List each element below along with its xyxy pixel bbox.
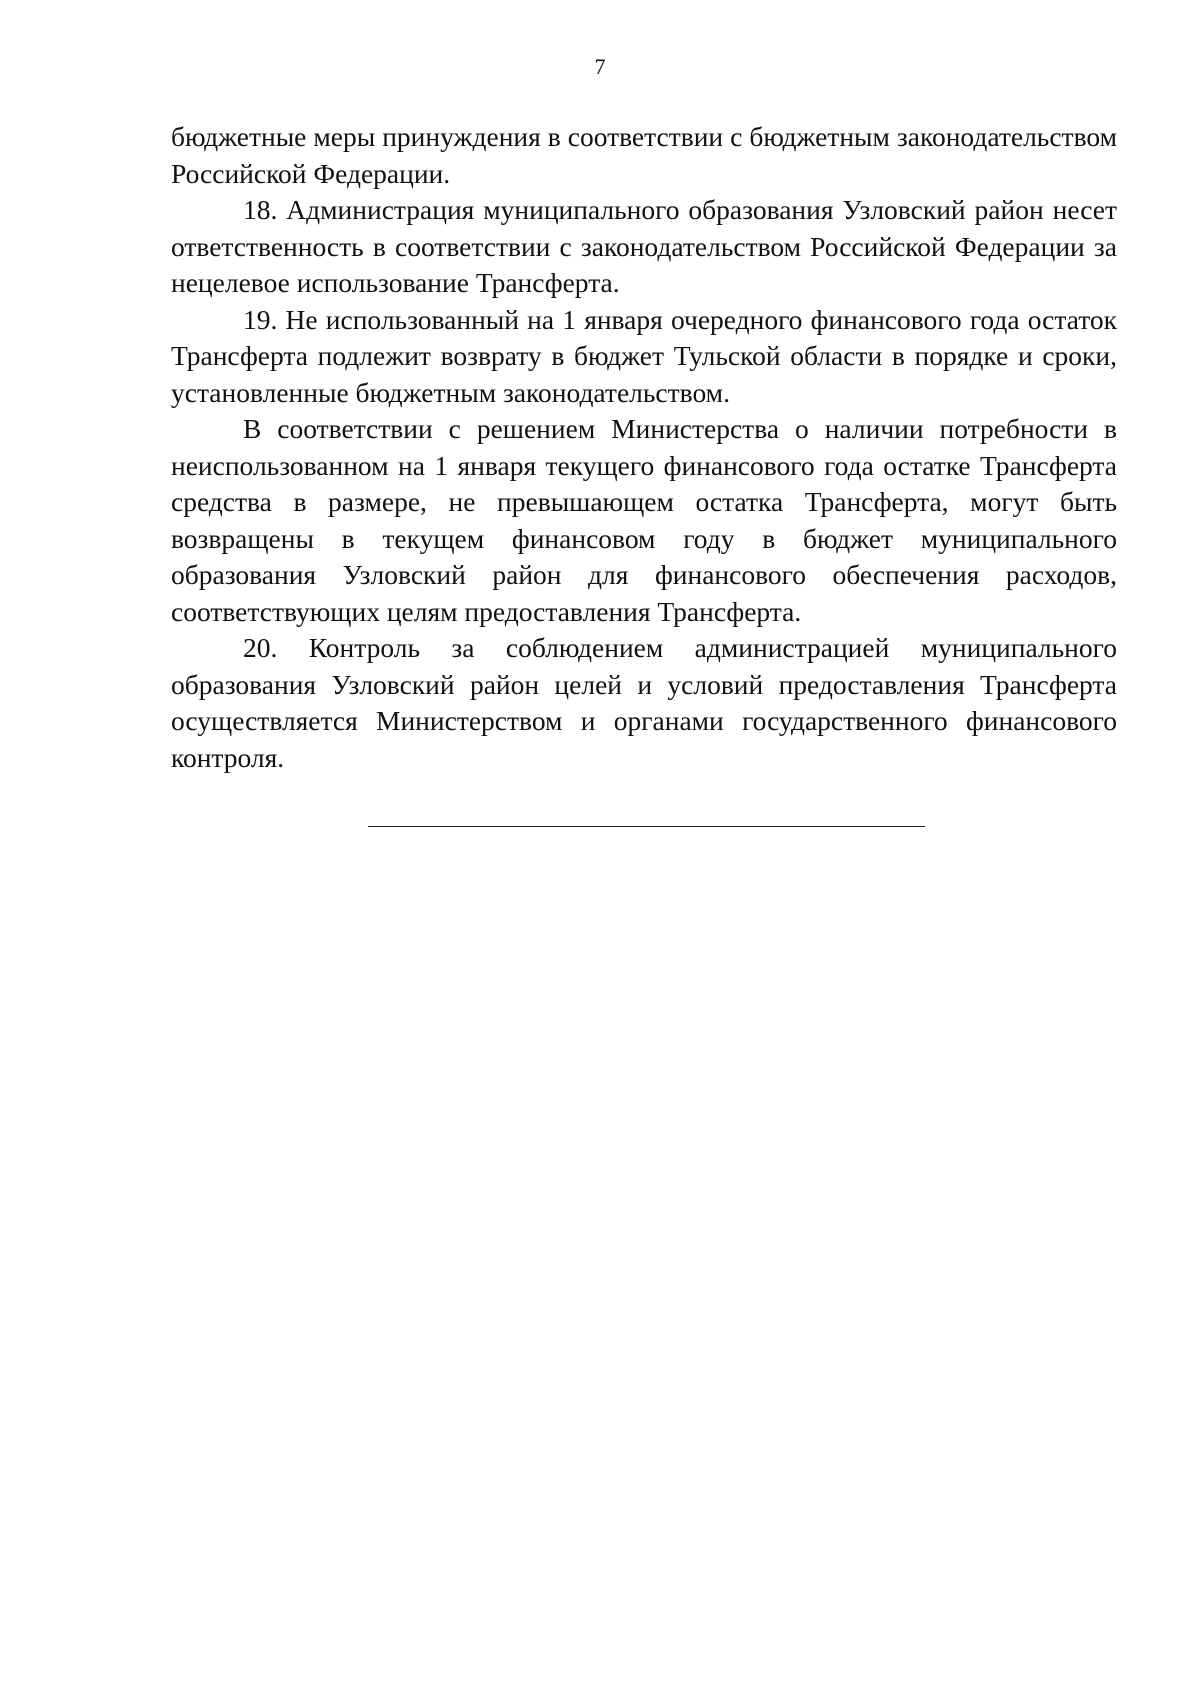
document-body	[171, 119, 1117, 776]
paragraph-continuation: бюджетные меры принуждения в соответствии с бюджетным законодательством Российской Федерации.	[171, 121, 1117, 189]
end-of-document-rule	[368, 826, 925, 827]
paragraph-19-continuation: В соответствии с решением Министерства о наличии потребности в неиспользованном на 1 января текущего финансового года остатке Трансферта средства в размере, не превышающем остатка Трансферта, могут быть возвращены в текущем финансовом году в бюджет муниципального образования Узловский район для финансового обеспечения расходов, соответствующих целям предоставления Трансферта.	[171, 413, 1117, 627]
page-number: 7	[594, 54, 606, 79]
paragraph-18: 18. Администрация муниципального образования Узловский район несет ответственность в соответствии с законодательством Российской Федерации за нецелевое использование Трансферта.	[171, 194, 1117, 298]
paragraph-20: 20. Контроль за соблюдением администрацией муниципального образования Узловский район целей и условий предоставления Трансферта осуществляется Министерством и органами государственного финансового контроля.	[171, 632, 1117, 773]
paragraph-19: 19. Не использованный на 1 января очередного финансового года остаток Трансферта подлежит возврату в бюджет Тульской области в порядке и сроки, установленные бюджетным законодательством.	[171, 303, 1117, 408]
